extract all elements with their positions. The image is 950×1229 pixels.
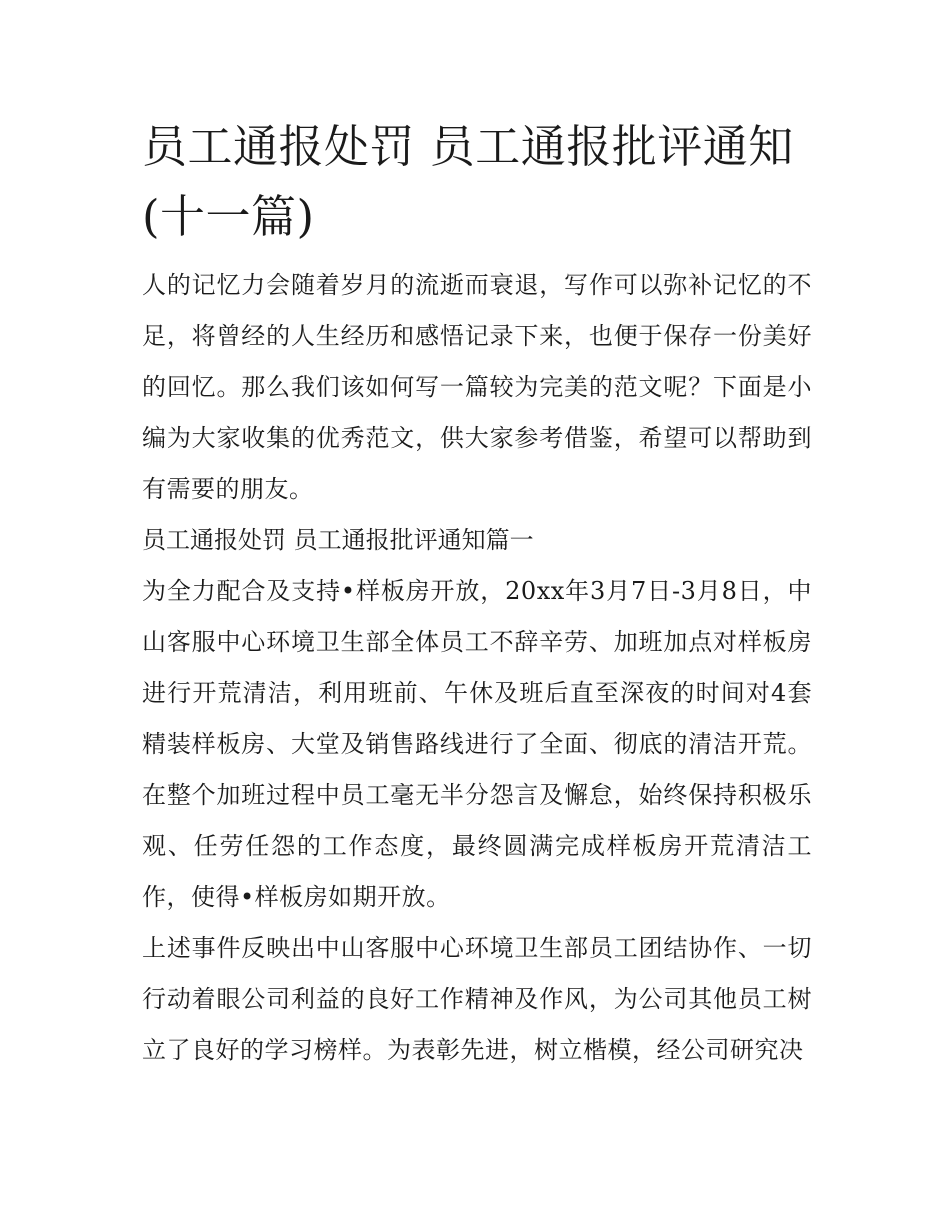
document-body <box>142 112 812 1076</box>
section-heading: 员工通报处罚 员工通报批评通知篇一 <box>142 526 534 554</box>
document-title: 员工通报处罚 员工通报批评通知(十一篇) <box>142 120 794 243</box>
body-paragraph-1: 为全力配合及支持•样板房开放，20xx年3月7日-3月8日，中山客服中心环境卫生部全体员工不辞辛劳、加班加点对样板房进行开荒清洁，利用班前、午休及班后直至深夜的时间对4套精装样板房、大堂及销售路线进行了全面、彻底的清洁开荒。在整个加班过程中员工毫无半分怨言及懈怠，始终保持积极乐观、任劳任怨的工作态度，最终圆满完成样板房开荒清洁工作，使得•样板房如期开放。 <box>142 577 812 911</box>
body-paragraph-2: 上述事件反映出中山客服中心环境卫生部员工团结协作、一切行动着眼公司利益的良好工作精神及作风，为公司其他员工树立了良好的学习榜样。为表彰先进，树立楷模，经公司研究决 <box>142 934 812 1064</box>
intro-paragraph: 人的记忆力会随着岁月的流逝而衰退，写作可以弥补记忆的不足，将曾经的人生经历和感悟记录下来，也便于保存一份美好的回忆。那么我们该如何写一篇较为完美的范文呢？下面是小编为大家收集的优秀范文，供大家参考借鉴，希望可以帮助到有需要的朋友。 <box>142 271 812 503</box>
